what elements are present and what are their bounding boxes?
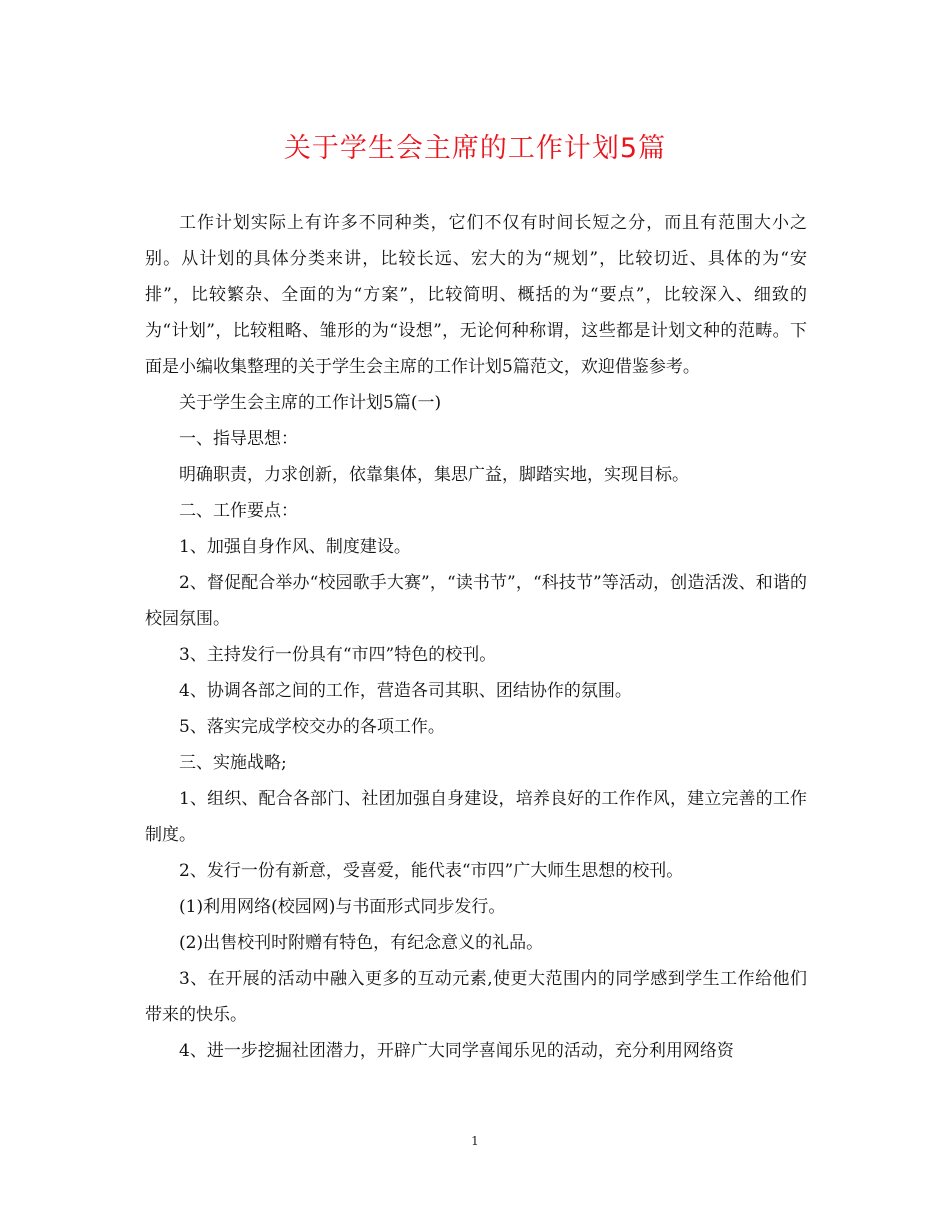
list-item: (1)利用网络(校园网)与书面形式同步发行。: [179, 897, 506, 917]
list-item: (2)出售校刊时附赠有特色，有纪念意义的礼品。: [179, 933, 544, 953]
list-item: 1、组织、配合各部门、社团加强自身建设，培养良好的工作作风，建立完善的工作制度。: [145, 789, 807, 845]
list-item: 4、进一步挖掘社团潜力，开辟广大同学喜闻乐见的活动，充分利用网络资: [179, 1041, 734, 1061]
list-item: 1、加强自身作风、制度建设。: [179, 537, 411, 557]
list-item: 4、协调各部之间的工作，营造各司其职、团结协作的氛围。: [179, 681, 632, 701]
document-body: [145, 205, 807, 1069]
subheading-guiding-thought: 一、指导思想：: [179, 429, 298, 449]
subheading-strategy: 三、实施战略;: [179, 753, 287, 773]
list-item: 3、在开展的活动中融入更多的互动元素,使更大范围内的同学感到学生工作给他们带来的快乐。: [145, 969, 807, 1025]
section-heading: 关于学生会主席的工作计划5篇(一): [179, 393, 442, 413]
list-item: 2、发行一份有新意，受喜爱，能代表“市四”广大师生思想的校刊。: [179, 861, 684, 881]
document-title: 关于学生会主席的工作计划5篇: [283, 133, 667, 164]
list-item: 2、督促配合举办“校园歌手大赛”，“读书节”，“科技节”等活动，创造活泼、和谐的校园氛围。: [145, 573, 807, 629]
list-item: 3、主持发行一份具有“市四”特色的校刊。: [179, 645, 497, 665]
paragraph: 明确职责，力求创新，依靠集体，集思广益，脚踏实地，实现目标。: [179, 465, 689, 485]
intro-paragraph: 工作计划实际上有许多不同种类，它们不仅有时间长短之分，而且有范围大小之别。从计划的具体分类来讲，比较长远、宏大的为“规划”，比较切近、具体的为“安排”，比较繁杂、全面的为“方案”，比较简明、概括的为“要点”，比较深入、细致的为“计划”，比较粗略、雏形的为“设想”，无论何种称谓，这些都是计划文种的范畴。下面是小编收集整理的关于学生会主席的工作计划5篇范文，欢迎借鉴参考。: [145, 213, 807, 377]
subheading-work-points: 二、工作要点：: [179, 501, 298, 521]
list-item: 5、落实完成学校交办的各项工作。: [179, 717, 445, 737]
page-number: 1: [471, 1134, 479, 1148]
